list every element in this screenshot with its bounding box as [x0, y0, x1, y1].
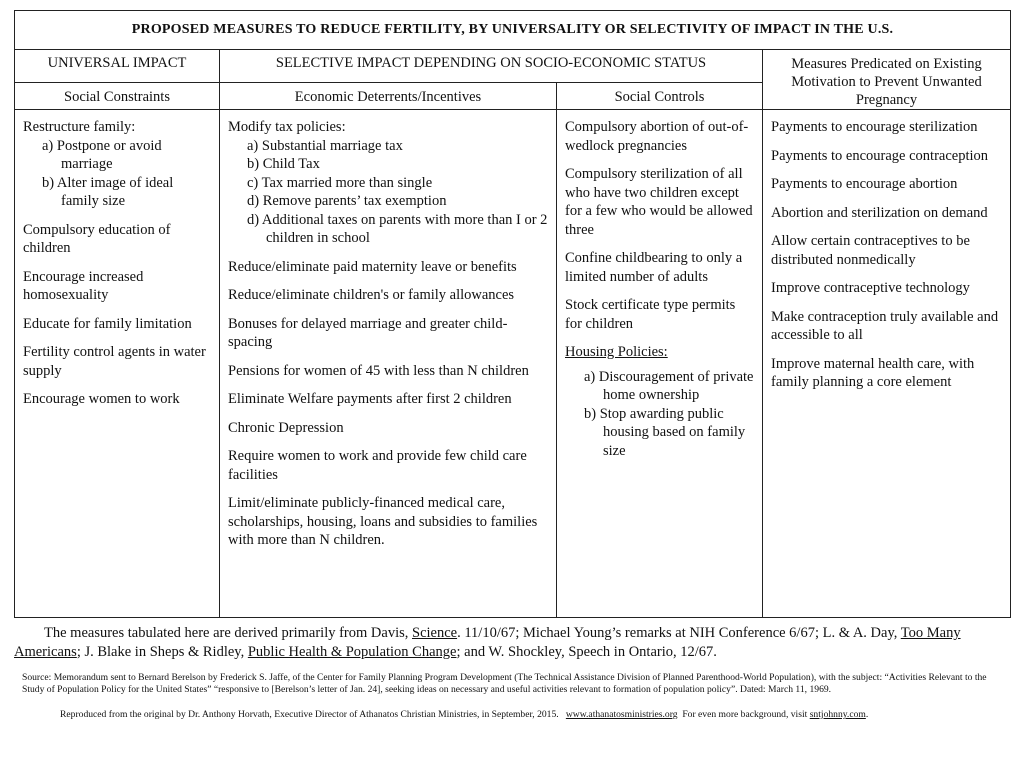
list-item: Stock certificate type permits for children [565, 297, 736, 332]
list-item: Make contraception truly available and accessible to all [771, 308, 999, 343]
housing-policies-heading: Housing Policies: [565, 344, 668, 360]
citation-science: Science [412, 625, 458, 641]
col-social-controls [557, 110, 763, 618]
header-economic: Economic Deterrents/Incentives [220, 82, 557, 109]
header-selective: SELECTIVE IMPACT DEPENDING ON SOCIO-ECONOMIC STATUS [220, 50, 763, 83]
list-item: Abortion and sterilization on demand [771, 204, 988, 221]
measures-table [14, 10, 1011, 618]
citation-public-health: Public Health & Population Change [247, 644, 457, 660]
list-item: Compulsory sterilization of all who have two children except for a few who would be allowed three [565, 166, 753, 238]
list-item: Payments to encourage contraception [771, 147, 989, 164]
header-social-constraints: Social Constraints [15, 82, 220, 109]
list-item: Encourage women to work [23, 391, 180, 407]
list-item: Bonuses for delayed marriage and greater child-spacing [228, 315, 508, 350]
athanatos-link[interactable]: www.athanatosministries.org [565, 709, 678, 720]
list-item: Compulsory education of children [23, 221, 171, 256]
list-item: Educate for family limitation [23, 315, 192, 332]
list-item: Fertility control agents in water supply [23, 344, 206, 379]
citation-too-many-americans: Too Many Americans [14, 625, 961, 660]
list-item: Confine childbearing to only a limited number of adults [565, 250, 743, 285]
header-universal: UNIVERSAL IMPACT [15, 50, 220, 83]
col-economic [220, 110, 557, 618]
list-item: Encourage increased homosexuality [23, 268, 144, 303]
list-item: Payments to encourage sterilization [771, 119, 978, 135]
list-item: Reduce/eliminate children's or family allowances [228, 287, 515, 303]
list-item: Compulsory abortion of out-of-wedlock pregnancies [565, 119, 749, 154]
derivation-note: The measures tabulated here are derived primarily from Davis, Science. 11/10/67; Michael Young’s remarks at NIH Conference 6/67; L. & A. Day, Too Many Americans; J. Blake in Sheps & Ridley, Public Health & Population Change; and W. Shockley, Speech in Ontario, 12/67. [14, 625, 961, 660]
list-item: Chronic Depression [228, 419, 344, 436]
list-item: Eliminate Welfare payments after first 2 children [228, 391, 512, 407]
document [14, 10, 1010, 720]
list-item: Require women to work and provide few child care facilities [228, 448, 527, 483]
list-item: Pensions for women of 45 with less than N children [228, 362, 529, 379]
header-social-controls: Social Controls [557, 82, 763, 109]
sntjohnny-link[interactable]: sntjohnny.com [809, 709, 866, 720]
reproduction-note: Reproduced from the original by Dr. Anthony Horvath, Executive Director of Athanatos Christian Ministries, in September, 2015. www.athanatosministries.org For even more background, visit sntjohnny.com. [60, 709, 869, 720]
table-title: PROPOSED MEASURES TO REDUCE FERTILITY, BY UNIVERSALITY OR SELECTIVITY OF IMPACT IN THE U.S. [15, 11, 1011, 50]
list-item: Improve contraceptive technology [771, 280, 970, 296]
col-social-constraints [15, 110, 220, 618]
list-item: Improve maternal health care, with family planning a core element [771, 355, 975, 390]
header-predicated: Measures Predicated on Existing Motivation to Prevent Unwanted Pregnancy [763, 50, 1011, 110]
list-item: Restructure family: a) Postpone or avoid marriage b) Alter image of ideal family size [23, 119, 174, 209]
list-item: Housing Policies: a) Discouragement of private home ownership b) Stop awarding public housing based on family size [565, 344, 754, 459]
source-note: Source: Memorandum sent to Bernard Berelson by Frederick S. Jaffe, of the Center for Family Planning Program Development (The Technical Assistance Division of Planned Parenthood-World Population), with the subject: “Activities Relevant to the Study of Population Policy for the United States” “responsive to [Berelson’s letter of Jan. 24], seeking ideas on necessary and useful activities relevant to formation of population policy”. Dated: March 11, 1969. [22, 672, 987, 695]
list-item: Limit/eliminate publicly-financed medical care, scholarships, housing, loans and subsidies to families with more than N children. [228, 495, 538, 548]
list-item: Reduce/eliminate paid maternity leave or benefits [228, 258, 517, 275]
list-item: Allow certain contraceptives to be distributed nonmedically [771, 233, 970, 268]
col-predicated [763, 110, 1011, 618]
list-item: Modify tax policies: a) Substantial marriage tax b) Child Tax c) Tax married more than single d) Remove parents’ tax exemption d) Additional taxes on parents with more than I or 2 children in school [228, 119, 548, 246]
list-item: Payments to encourage abortion [771, 176, 958, 192]
